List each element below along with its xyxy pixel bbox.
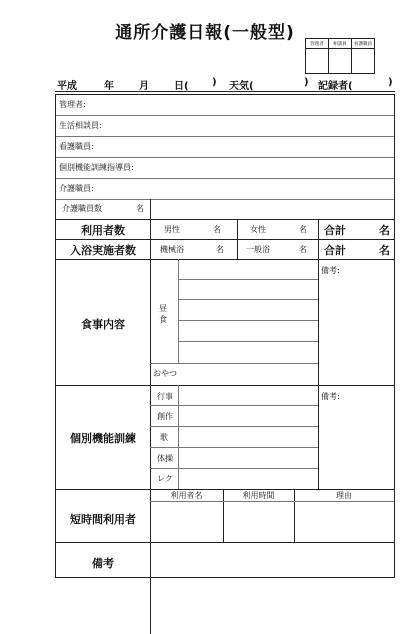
divider bbox=[56, 542, 394, 543]
staff-row-nurse: 看護職員: bbox=[59, 142, 94, 151]
short-term-label: 短時間利用者 bbox=[70, 513, 136, 526]
users-male-label: 男性 bbox=[164, 225, 180, 234]
divider bbox=[56, 115, 394, 116]
care-staff-count-unit: 名 bbox=[136, 204, 144, 213]
divider bbox=[150, 405, 318, 406]
users-female-label: 女性 bbox=[250, 225, 266, 234]
staff-row-care: 介護職員: bbox=[59, 184, 94, 193]
approval-header-counselor: 相談員 bbox=[329, 39, 352, 49]
training-item-craft: 創作 bbox=[157, 412, 173, 421]
snack-label: おやつ bbox=[153, 369, 177, 378]
daily-report-form bbox=[55, 94, 395, 578]
divider bbox=[56, 385, 394, 386]
divider bbox=[178, 279, 318, 280]
weather-label: 天気( bbox=[229, 81, 254, 92]
users-female-unit: 名 bbox=[299, 225, 307, 234]
training-item-exercise: 体操 bbox=[157, 454, 173, 463]
recorder-label: 記録者( bbox=[318, 81, 353, 92]
staff-row-trainer: 個別機能訓練指導員: bbox=[59, 163, 134, 172]
training-item-recreation: レク bbox=[157, 474, 173, 483]
staff-row-manager: 管理者: bbox=[59, 100, 86, 109]
users-total-unit: 名 bbox=[379, 224, 390, 237]
training-item-song: 歌 bbox=[160, 433, 168, 442]
meals-label: 食事内容 bbox=[81, 318, 125, 331]
approval-header-manager: 管理者 bbox=[306, 39, 329, 49]
divider bbox=[150, 363, 318, 364]
day-label: 日( bbox=[174, 81, 189, 92]
notes-label: 備考 bbox=[92, 557, 114, 570]
approval-stamp-manager[interactable] bbox=[306, 49, 329, 74]
month-label: 月 bbox=[139, 81, 149, 92]
day-close: ) bbox=[212, 77, 217, 88]
divider bbox=[150, 468, 318, 469]
divider bbox=[318, 385, 319, 489]
bathing-total-label: 合計 bbox=[324, 244, 346, 257]
recorder-close: ) bbox=[388, 77, 393, 88]
training-item-event: 行事 bbox=[157, 392, 173, 401]
care-staff-count-label: 介護職員数 bbox=[62, 204, 102, 213]
divider bbox=[150, 447, 318, 448]
short-term-header-reason: 理由 bbox=[336, 491, 352, 500]
page-title: 通所介護日報(一般型) bbox=[115, 23, 295, 43]
meals-remarks-label: 備考: bbox=[321, 266, 340, 275]
staff-row-counselor: 生活相談員: bbox=[59, 121, 102, 130]
training-label: 個別機能訓練 bbox=[70, 432, 136, 445]
divider bbox=[56, 136, 394, 137]
training-remarks-label: 備考: bbox=[321, 392, 340, 401]
divider bbox=[56, 178, 394, 179]
approval-header-nurse: 看護職員 bbox=[352, 39, 375, 49]
bathing-machine-label: 機械浴 bbox=[160, 245, 184, 254]
bathing-general-unit: 名 bbox=[299, 245, 307, 254]
bathing-machine-unit: 名 bbox=[216, 245, 224, 254]
users-label: 利用者数 bbox=[81, 224, 125, 237]
short-term-header-name: 利用者名 bbox=[170, 491, 203, 500]
header-underline bbox=[55, 91, 395, 92]
divider bbox=[178, 299, 318, 300]
year-label: 年 bbox=[104, 81, 114, 92]
divider bbox=[150, 199, 151, 219]
short-term-header-time: 利用時間 bbox=[242, 491, 275, 500]
approval-stamp-nurse[interactable] bbox=[352, 49, 375, 74]
divider bbox=[178, 385, 179, 489]
approval-stamp-counselor[interactable] bbox=[329, 49, 352, 74]
divider bbox=[56, 239, 394, 240]
bathing-general-label: 一般浴 bbox=[246, 245, 270, 254]
approval-stamp-box bbox=[305, 38, 375, 74]
users-total-label: 合計 bbox=[324, 224, 346, 237]
divider bbox=[318, 259, 319, 385]
divider bbox=[56, 199, 394, 200]
bathing-label: 入浴実施者数 bbox=[70, 244, 136, 257]
divider bbox=[56, 259, 394, 260]
divider bbox=[150, 501, 394, 502]
era-label: 平成 bbox=[57, 81, 77, 92]
divider bbox=[178, 320, 318, 321]
lunch-label: 昼 食 bbox=[159, 304, 167, 324]
divider bbox=[178, 259, 179, 363]
divider bbox=[150, 426, 318, 427]
users-male-unit: 名 bbox=[213, 225, 221, 234]
divider bbox=[56, 219, 394, 220]
weather-close: ) bbox=[304, 77, 309, 88]
bathing-total-unit: 名 bbox=[379, 244, 390, 257]
divider bbox=[178, 341, 318, 342]
divider bbox=[56, 157, 394, 158]
